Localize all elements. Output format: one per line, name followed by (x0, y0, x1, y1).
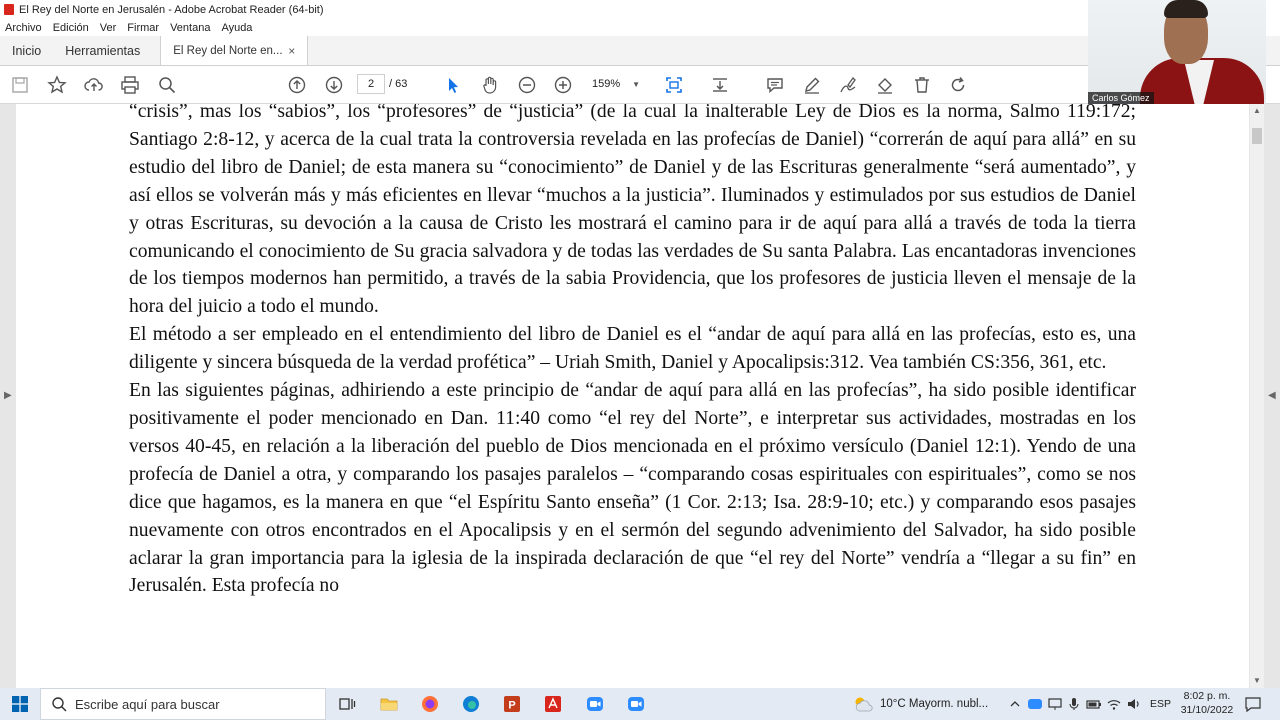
bookmark-star-icon[interactable] (45, 73, 69, 97)
webcam-name-label: Carlos Gómez (1088, 92, 1154, 104)
rotate-icon[interactable] (946, 73, 970, 97)
paragraph-1: “crisis”, mas los “sabios”, los “profesores” de “justicia” (de la cual la inalterable Ley de Dios es la norma, Salmo 119:172; Santiago 2:8-12, y acerca de la cual trata la controversia revelada en las profecías de Daniel) “correrán de aquí para allá” en su estudio del libro de Daniel; de esta manera su “conocimiento” de Daniel y de las Escrituras generalmente “será aumentado”, y así ellos se volverán más y más eficientes en llevar “muchos a la justicia”. Iluminados y estimulados por sus estudios de Daniel y otras Escrituras, su devoción a la causa de Cristo les mostrará el camino para ir de aquí para allá a través de toda la tierra comunicando el conocimiento de Su gracia salvadora y de todas las verdades de Su santa Palabra. Las encantadoras invenciones de los tiempos modernos han permitido, a través de la sabia Providencia, que los profesores de justicia lleven el mensaje de la hora del juicio a todo el mundo. (129, 104, 1136, 318)
webcam-overlay (1088, 0, 1266, 104)
notifications-icon[interactable] (1244, 695, 1262, 713)
zoom-select[interactable] (588, 74, 644, 94)
menu-edicion[interactable]: Edición (52, 21, 89, 34)
sign-icon[interactable] (836, 73, 860, 97)
scrollbar-thumb[interactable] (1252, 128, 1262, 144)
language-text: ESP (1150, 698, 1172, 710)
task-view-icon[interactable] (337, 694, 357, 714)
clock-date: 31/10/2022 (1180, 704, 1234, 716)
right-panel-toggle-icon[interactable]: ◀ (1268, 390, 1276, 401)
taskbar-clock[interactable] (1176, 689, 1238, 717)
menu-firmar[interactable]: Firmar (127, 21, 160, 34)
zoom-value: 159% (592, 78, 621, 90)
left-panel-toggle-icon[interactable]: ▶ (4, 390, 12, 401)
menu-archivo[interactable]: Archivo (5, 21, 42, 34)
window-title: El Rey del Norte en Jerusalén - Adobe Acrobat Reader (64-bit) (19, 3, 324, 16)
select-cursor-icon[interactable] (441, 73, 465, 97)
acrobat-app-icon (4, 4, 14, 15)
edge-icon[interactable] (461, 694, 481, 714)
page-total-label: / 63 (389, 78, 408, 90)
document-view[interactable] (0, 104, 1280, 688)
document-text (129, 104, 1136, 600)
tab-close-icon[interactable]: × (288, 43, 296, 58)
wifi-icon[interactable] (1106, 696, 1122, 712)
tab-tools[interactable] (53, 36, 152, 65)
language-indicator[interactable] (1150, 688, 1171, 720)
zoom-out-icon[interactable] (515, 73, 539, 97)
menu-ver[interactable]: Ver (99, 21, 117, 34)
zoom-tray-icon[interactable] (1027, 696, 1043, 712)
hand-tool-icon[interactable] (478, 73, 502, 97)
vertical-scrollbar[interactable] (1250, 104, 1264, 688)
document-page (16, 104, 1249, 688)
firefox-icon[interactable] (420, 694, 440, 714)
print-icon[interactable] (118, 73, 142, 97)
chevron-up-icon[interactable] (1007, 696, 1023, 712)
battery-icon[interactable] (1086, 696, 1102, 712)
page-number-input[interactable]: 2 (357, 74, 385, 94)
webcam-person-hair (1164, 0, 1208, 18)
volume-icon[interactable] (1126, 696, 1142, 712)
tab-document-label: El Rey del Norte en... (173, 44, 283, 57)
tab-tools-label: Herramientas (65, 43, 141, 58)
weather-widget[interactable] (852, 688, 988, 720)
save-icon[interactable] (8, 73, 32, 97)
search-icon (51, 696, 67, 712)
file-explorer-icon[interactable] (379, 694, 399, 714)
scroll-down-icon[interactable]: ▼ (1253, 676, 1261, 685)
scroll-mode-icon[interactable] (708, 73, 732, 97)
clock-time: 8:02 p. m. (1183, 690, 1231, 702)
acrobat-taskbar-icon[interactable] (543, 694, 563, 714)
zoom-meeting-icon[interactable] (626, 694, 646, 714)
delete-icon[interactable] (910, 73, 934, 97)
zoom-in-icon[interactable] (551, 73, 575, 97)
menu-ayuda[interactable]: Ayuda (221, 21, 253, 34)
scroll-up-icon[interactable]: ▲ (1253, 106, 1261, 115)
chevron-down-icon: ▼ (632, 79, 640, 89)
weather-text: 10°C Mayorm. nubl... (880, 698, 989, 710)
comment-icon[interactable] (763, 73, 787, 97)
paragraph-2: El método a ser empleado en el entendimiento del libro de Daniel es el “andar de aquí para allá en las profecías, esto es, una diligente y sincera búsqueda de la verdad profética” – Uriah Smith, Daniel y Apocalipsis:312. Vea también CS:356, 361, etc. (129, 324, 1136, 374)
windows-start-icon[interactable] (0, 688, 40, 720)
tab-document[interactable] (160, 36, 308, 65)
page-fit-icon[interactable] (662, 73, 686, 97)
tab-home[interactable] (0, 36, 53, 65)
upload-cloud-icon[interactable] (82, 73, 106, 97)
powerpoint-icon[interactable] (502, 694, 522, 714)
tab-home-label: Inicio (12, 43, 42, 58)
microphone-icon[interactable] (1066, 696, 1082, 712)
svg-text:P: P (508, 699, 516, 712)
paragraph-3: En las siguientes páginas, adhiriendo a este principio de “andar de aquí para allá en las profecías”, ha sido posible identificar positivamente el poder mencionado en Dan. 11:40 como “el rey del Norte”, e interpretar sus actividades, mostradas en los versos 40-45, en relación a la liberación del pueblo de Dios mencionada en el próximo versículo (Daniel 12:1). Yendo de una profecía de Daniel a otra, y comparando los pasajes paralelos – “comparando cosas espirituales con espirituales”, como se nos dice que hagamos, es la manera en que “el Espíritu Santo enseña” (1 Cor. 2:13; Isa. 28:9-10; etc.) y comparando esos pasajes nuevamente con otros encontrados en el Apocalipsis y en el sermón del segundo advenimiento del Salvador, ha sido posible aclarar la gran importancia para la iglesia de la inspirada declaración de que “el rey del Norte” vendría a “llegar a su fin” en Jerusalén. Esta profecía no (129, 380, 1136, 597)
highlight-pen-icon[interactable] (800, 73, 824, 97)
search-placeholder: Escribe aquí para buscar (75, 696, 220, 712)
display-icon[interactable] (1047, 696, 1063, 712)
next-page-icon[interactable] (322, 73, 346, 97)
zoom-app-icon[interactable] (585, 694, 605, 714)
stamp-icon[interactable] (873, 73, 897, 97)
previous-page-icon[interactable] (285, 73, 309, 97)
taskbar-search-input[interactable] (40, 688, 326, 720)
zoom-search-icon[interactable] (155, 73, 179, 97)
menu-ventana[interactable]: Ventana (170, 21, 211, 34)
partly-cloudy-icon (852, 695, 874, 713)
